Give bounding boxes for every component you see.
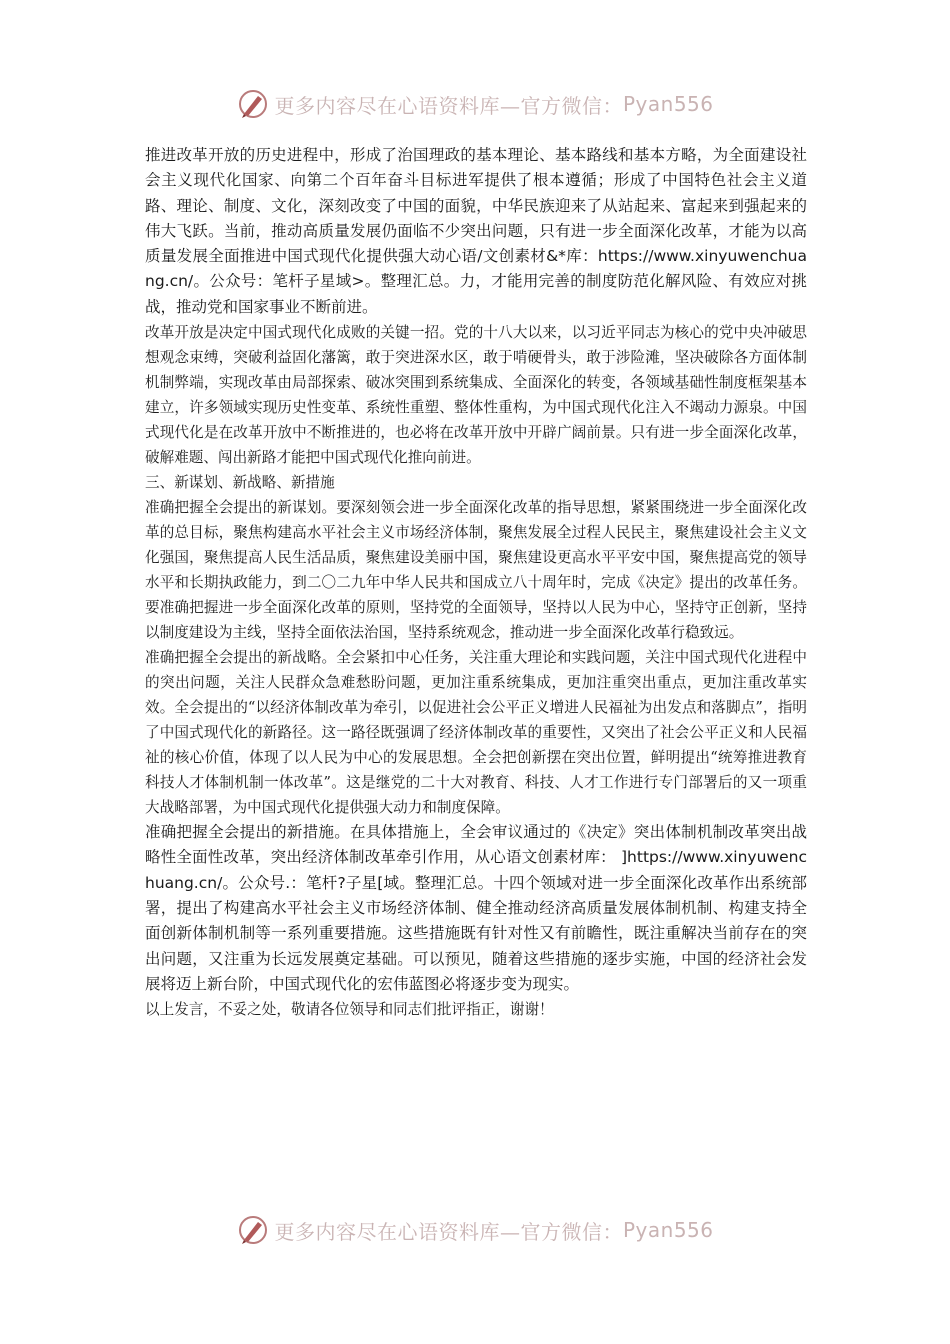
wechat-id: Pyan556: [622, 1218, 714, 1242]
pen-logo-icon: [236, 1213, 270, 1247]
paragraph-4: 准确把握全会提出的新战略。全会紧扣中心任务，关注重大理论和实践问题，关注中国式现代化进程中的突出问题，关注人民群众急难愁盼问题，更加注重系统集成，更加注重突出重点，更加注重改革实效。全会提出的“以经济体制改革为牵引，以促进社会公平正义增进人民福祉为出发点和落脚点”，指明了中国式现代化的新路径。这一路径既强调了经济体制改革的重要性，又突出了社会公平正义和人民福祉的核心价值，体现了以人民为中心的发展思想。全会把创新摆在突出位置，鲜明提出“统筹推进教育科技人才体制机制一体改革”。这是继党的二十大对教育、科技、人才工作进行专门部署后的又一项重大战略部署，为中国式现代化提供强大动力和制度保障。: [145, 649, 807, 817]
document-body: [145, 143, 807, 1022]
section-heading: 三、新谋划、新战略、新措施: [145, 474, 335, 492]
banner-text: 更多内容尽在心语资料库—官方微信：: [274, 1219, 623, 1244]
closing-remark: 以上发言，不妥之处，敬请各位领导和同志们批评指正，谢谢！: [145, 1001, 554, 1019]
banner-text: 更多内容尽在心语资料库—官方微信：: [274, 93, 623, 118]
pen-logo-icon: [236, 87, 270, 121]
paragraph-1: 推进改革开放的历史进程中，形成了治国理政的基本理论、基本路线和基本方略，为全面建设社会主义现代化国家、向第二个百年奋斗目标进军提供了根本遵循；形成了中国特色社会主义道路、理论、制度、文化，深刻改变了中国的面貌，中华民族迎来了从站起来、富起来到强起来的伟大飞跃。当前，推动高质量发展仍面临不少突出问题，只有进一步全面深化改革，才能为以高质量发展全面推进中国式现代化提供强大动心语/文创素材&*库：https://www.xinyuwenchuang.cn/。公众号：笔杆子星域>。整理汇总。力，才能用完善的制度防范化解风险、有效应对挑战，推动党和国家事业不断前进。: [145, 146, 807, 316]
paragraph-5: 准确把握全会提出的新措施。在具体措施上，全会审议通过的《决定》突出体制机制改革突出战略性全面性改革，突出经济体制改革牵引作用，从心语文创素材库： ]https://www.xinyuwenchuang.cn/。公众号.：笔杆?子星[域。整理汇总。十四个领域对进一步全面深化改革作出系统部署，提出了构建高水平社会主义市场经济体制、健全推动经济高质量发展体制机制、构建支持全面创新体制机制等一系列重要措施。这些措施既有针对性又有前瞻性，既注重解决当前存在的突出问题，又注重为长远发展奠定基础。可以预见，随着这些措施的逐步实施，中国的经济社会发展将迈上新台阶，中国式现代化的宏伟蓝图必将逐步变为现实。: [145, 823, 807, 993]
wechat-id: Pyan556: [622, 92, 714, 116]
header-banner: [0, 84, 950, 124]
paragraph-3: 准确把握全会提出的新谋划。要深刻领会进一步全面深化改革的指导思想，紧紧围绕进一步全面深化改革的总目标，聚焦构建高水平社会主义市场经济体制，聚焦发展全过程人民民主，聚焦建设社会主义文化强国，聚焦提高人民生活品质，聚焦建设美丽中国，聚焦建设更高水平平安中国，聚焦提高党的领导水平和长期执政能力，到二〇二九年中华人民共和国成立八十周年时，完成《决定》提出的改革任务。要准确把握进一步全面深化改革的原则，坚持党的全面领导，坚持以人民为中心，坚持守正创新，坚持以制度建设为主线，坚持全面依法治国，坚持系统观念，推动进一步全面深化改革行稳致远。: [145, 499, 807, 642]
paragraph-2: 改革开放是决定中国式现代化成败的关键一招。党的十八大以来，以习近平同志为核心的党中央冲破思想观念束缚，突破利益固化藩篱，敢于突进深水区，敢于啃硬骨头，敢于涉险滩，坚决破除各方面体制机制弊端，实现改革由局部探索、破冰突围到系统集成、全面深化的转变，各领域基础性制度框架基本建立，许多领域实现历史性变革、系统性重塑、整体性重构，为中国式现代化注入不竭动力源泉。中国式现代化是在改革开放中不断推进的，也必将在改革开放中开辟广阔前景。只有进一步全面深化改革，破解难题、闯出新路才能把中国式现代化推向前进。: [145, 324, 807, 467]
footer-banner: [0, 1210, 950, 1250]
